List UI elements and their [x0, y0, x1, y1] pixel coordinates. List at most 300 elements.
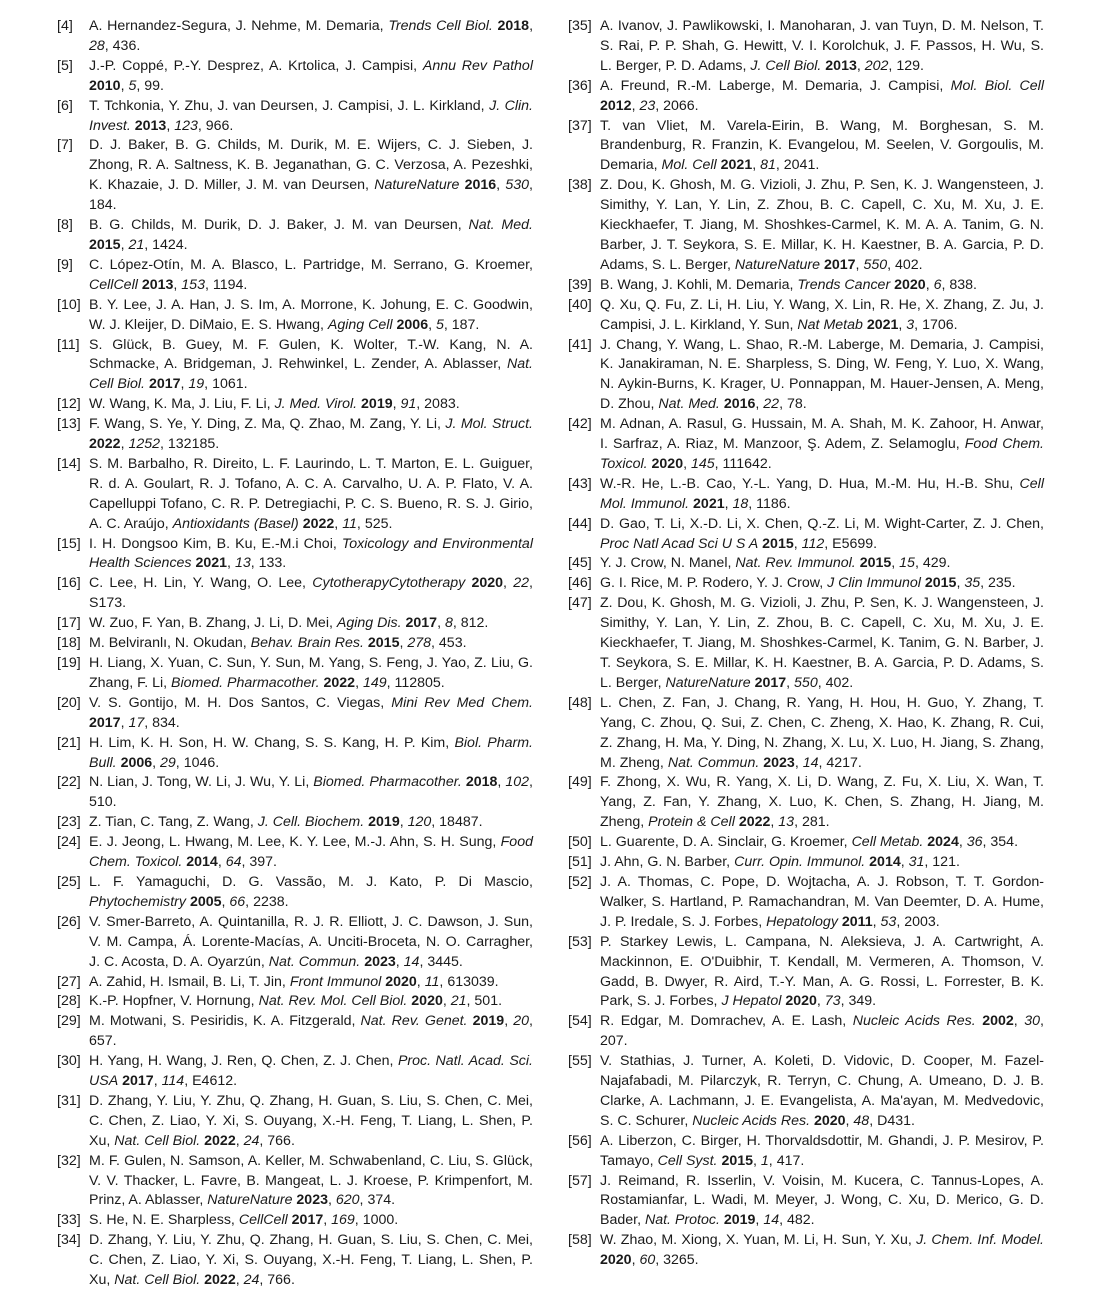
reference-text: T. van Vliet, M. Varela-Eirin, B. Wang, M. Borghesan, S. M. Brandenburg, R. Franzin, K. Evangelou, M. Seelen, V. Gorgoulis, M. Demaria, Mol. Cell 2021, 81, 2041.: [600, 117, 1044, 174]
reference-volume: 17: [128, 714, 145, 731]
reference-volume: 48: [853, 1112, 870, 1129]
reference-journal: J. Mol. Struct.: [445, 416, 534, 433]
reference-authors: F. Wang, S. Ye, Y. Ding, Z. Ma, Q. Zhao, M. Zang, Y. Li,: [89, 416, 441, 433]
reference-number: [43]: [568, 475, 592, 492]
reference-authors: V. Smer-Barreto, A. Quintanilla, R. J. R. Elliott, J. C. Dawson, J. Sun, V. M. Campa, Á. Lorente-Macías, A. Unciti-Broceta, N. O. Carragher, J. C. Acosta, D. A. Oyarzún,: [89, 913, 533, 970]
reference-year: 2017: [754, 674, 787, 691]
reference-number: [22]: [57, 774, 81, 791]
reference-volume: 11: [342, 515, 357, 532]
reference-volume: 15: [899, 555, 915, 572]
reference-volume: 120: [407, 814, 432, 831]
reference-year: 2022: [204, 1132, 236, 1149]
reference-item: [57, 833, 533, 873]
reference-year: 2013: [141, 276, 174, 293]
reference-number: [26]: [57, 913, 81, 930]
reference-text: J.-P. Coppé, P.-Y. Desprez, A. Krtolica, J. Campisi, Annu Rev Pathol 2010, 5, 99.: [89, 57, 533, 94]
reference-authors: B. G. Childs, M. Durik, D. J. Baker, J. M. van Deursen,: [89, 217, 462, 234]
reference-journal: Protein & Cell: [648, 814, 735, 831]
reference-item: [57, 136, 533, 216]
reference-number: [23]: [57, 814, 81, 831]
reference-journal: NatureNature: [734, 256, 821, 273]
reference-item: [57, 216, 533, 256]
reference-text: A. Hernandez-Segura, J. Nehme, M. Demaria, Trends Cell Biol. 2018, 28, 436.: [89, 18, 534, 54]
reference-number: [7]: [57, 137, 73, 154]
reference-year: 2006: [120, 754, 153, 771]
reference-text: A. Zahid, H. Ismail, B. Li, T. Jin, Front Immunol 2020, 11, 613039.: [89, 973, 499, 990]
reference-pages: E5699.: [832, 535, 878, 552]
reference-text: Z. Tian, C. Tang, Z. Wang, J. Cell. Biochem. 2019, 120, 18487.: [89, 814, 483, 831]
reference-text: E. J. Jeong, L. Hwang, M. Lee, K. Y. Lee, M.-J. Ahn, S. H. Sung, Food Chem. Toxicol. 2014, 64, 397.: [89, 834, 533, 871]
reference-text: D. Gao, T. Li, X.-D. Li, X. Chen, Q.-Z. Li, M. Wight-Carter, Z. J. Chen, Proc Natl Acad Sci U S A 2015, 112, E5699.: [600, 515, 1044, 552]
reference-item: [57, 415, 533, 455]
reference-item: [568, 773, 1044, 833]
reference-volume: 14: [763, 1212, 780, 1229]
reference-item: [568, 1172, 1044, 1232]
reference-text: F. Wang, S. Ye, Y. Ding, Z. Ma, Q. Zhao, M. Zang, Y. Li, J. Mol. Struct. 2022, 1252, 132185.: [89, 416, 534, 453]
reference-year: 2017: [291, 1212, 324, 1229]
reference-text: H. Liang, X. Yuan, C. Sun, Y. Sun, M. Yang, S. Feng, J. Yao, Z. Liu, G. Zhang, F. Li, Biomed. Pharmacother. 2022, 149, 112805.: [89, 655, 533, 691]
reference-authors: H. Liang, X. Yuan, C. Sun, Y. Sun, M. Yang, S. Feng, J. Yao, Z. Liu, G. Zhang, F. Li,: [89, 655, 533, 691]
reference-pages: 812.: [460, 615, 489, 632]
reference-number: [36]: [568, 77, 592, 94]
reference-item: [57, 97, 533, 137]
reference-number: [18]: [57, 635, 81, 652]
reference-text: Y. J. Crow, N. Manel, Nat. Rev. Immunol. 2015, 15, 429.: [600, 555, 951, 572]
reference-number: [38]: [568, 177, 592, 194]
reference-journal: Nat Metab: [797, 316, 863, 333]
reference-volume: 22: [763, 396, 780, 413]
reference-volume: 22: [513, 575, 530, 592]
reference-year: 2015: [762, 535, 794, 552]
reference-item: [568, 17, 1044, 77]
reference-year: 2019: [361, 396, 393, 413]
reference-authors: Z. Dou, K. Ghosh, M. G. Vizioli, J. Zhu, P. Sen, K. J. Wangensteen, J. Simithy, Y. Lan, Y. Lin, Z. Zhou, B. C. Capell, C. Xu, M. Xu, J. E. Kieckhaefer, T. Jiang, M. Shoshkes-Carmel, K. Tanim, G. N. Barber, J. T. Seykora, S. E. Millar, K. H. Kaestner, B. A. Garcia, P. D. Adams, S. L. Berger,: [600, 595, 1044, 691]
reference-year: 2014: [869, 854, 901, 871]
reference-item: [57, 395, 533, 415]
reference-authors: M. F. Gulen, N. Samson, A. Keller, M. Schwabenland, C. Liu, S. Glück, V. V. Thacker, L. Favre, B. Mangeat, L. J. Kroese, P. Krimpenfort, M. Prinz, A. Ablasser,: [89, 1152, 533, 1209]
reference-number: [50]: [568, 834, 592, 851]
reference-journal: Proc Natl Acad Sci U S A: [600, 535, 759, 552]
reference-item: [57, 973, 533, 993]
reference-journal: Nat. Rev. Immunol.: [735, 555, 856, 572]
reference-year: 2021: [866, 316, 899, 333]
reference-text: V. S. Gontijo, M. H. Dos Santos, C. Viegas, Mini Rev Med Chem. 2017, 17, 834.: [89, 694, 533, 731]
reference-text: D. Zhang, Y. Liu, Y. Zhu, Q. Zhang, H. Guan, S. Liu, S. Chen, C. Mei, C. Chen, Z. Liao, Y. Xi, S. Ouyang, X.-H. Feng, T. Liang, L. Shen, P. Xu, Nat. Cell Biol. 2022, 24, 766.: [89, 1092, 533, 1149]
reference-journal: J Clin Immunol: [827, 575, 921, 592]
reference-item: [57, 455, 533, 535]
reference-text: J. Ahn, G. N. Barber, Curr. Opin. Immunol. 2014, 31, 121.: [600, 854, 960, 871]
reference-authors: K.-P. Hopfner, V. Hornung,: [89, 993, 255, 1010]
reference-authors: M. Belviranlı, N. Okudan,: [89, 635, 247, 652]
reference-text: Z. Dou, K. Ghosh, M. G. Vizioli, J. Zhu, P. Sen, K. J. Wangensteen, J. Simithy, Y. Lan, Y. Lin, Z. Zhou, B. C. Capell, C. Xu, M. Xu, J. E. Kieckhaefer, T. Jiang, M. Shoshkes-Carmel, K. M. A. A. Tanim, G. N. Barber, J. T. Seykora, S. E. Millar, K. H. Kaestner, B. A. Garcia, P. D. Adams, S. L. Berger, NatureNature 2017, 550, 402.: [600, 177, 1044, 273]
reference-pages: 187.: [451, 316, 480, 333]
reference-volume: 14: [802, 754, 819, 771]
reference-journal: Food Chem. Toxicol.: [600, 436, 1044, 472]
reference-journal: Nucleic Acids Res.: [852, 1013, 976, 1030]
reference-text: M. Adnan, A. Rasul, G. Hussain, M. A. Shah, M. K. Zahoor, H. Anwar, I. Sarfraz, A. Riaz, M. Manzoor, Ş. Adem, Z. Selamoglu, Food Chem. Toxicol. 2020, 145, 111642.: [600, 416, 1044, 472]
reference-pages: 374.: [367, 1192, 396, 1209]
reference-volume: 13: [234, 555, 251, 572]
reference-volume: 278: [407, 635, 432, 652]
reference-pages: 4217.: [826, 754, 862, 771]
reference-item: [568, 296, 1044, 336]
reference-journal: Cell Syst.: [657, 1152, 718, 1169]
reference-journal: Nat. Cell Biol.: [89, 356, 533, 393]
reference-pages: 349.: [848, 993, 877, 1010]
reference-volume: 19: [188, 376, 205, 393]
reference-volume: 169: [331, 1212, 355, 1229]
reference-journal: Annu Rev Pathol: [422, 57, 533, 74]
reference-pages: 417.: [776, 1152, 805, 1169]
reference-text: M. Belviranlı, N. Okudan, Behav. Brain Res. 2015, 278, 453.: [89, 635, 467, 652]
reference-journal: Food Chem. Toxicol.: [89, 834, 533, 871]
reference-item: [568, 1132, 1044, 1172]
reference-pages: 2238.: [253, 893, 289, 910]
reference-pages: 402.: [825, 674, 854, 691]
reference-item: [568, 933, 1044, 1013]
reference-authors: R. Edgar, M. Domrachev, A. E. Lash,: [600, 1013, 847, 1030]
reference-number: [40]: [568, 296, 592, 313]
reference-pages: 402.: [895, 256, 923, 273]
reference-text: J. A. Thomas, C. Pope, D. Wojtacha, A. J. Robson, T. T. Gordon-Walker, S. Hartland, P. Ramachandran, M. Van Deemter, D. A. Hume, J. P. Iredale, S. J. Forbes, Hepatology 2011, 53, 2003.: [600, 873, 1044, 930]
reference-text: S. Glück, B. Guey, M. F. Gulen, K. Wolter, T.-W. Kang, N. A. Schmacke, A. Bridgeman, J. Rehwinkel, L. Zender, A. Ablasser, Nat. Cell Biol. 2017, 19, 1061.: [89, 336, 533, 393]
reference-number: [49]: [568, 774, 592, 791]
reference-pages: 510.: [89, 794, 117, 811]
reference-pages: 613039.: [447, 973, 499, 990]
reference-authors: S. M. Barbalho, R. Direito, L. F. Laurindo, L. T. Marton, E. L. Guiguer, R. d. A. Goulart, R. J. Tofano, A. C. A. Carvalho, U. A. P. Flato, V. A. Capelluppi Tofano, C. R. P. Detregiachi, P. C. S. Bueno, R. S. J. Girio, A. C. Araújo,: [89, 455, 533, 532]
reference-authors: J. A. Thomas, C. Pope, D. Wojtacha, A. J. Robson, T. T. Gordon-Walker, S. Hartland, P. Ramachandran, M. Van Deemter, D. A. Hume, J. P. Iredale, S. J. Forbes,: [600, 873, 1044, 930]
reference-year: 2014: [186, 854, 218, 871]
reference-journal: Nat. Med.: [658, 396, 720, 413]
reference-authors: S. He, N. E. Sharpless,: [89, 1212, 235, 1229]
reference-journal: Nat. Cell Biol.: [114, 1132, 201, 1149]
reference-year: 2022: [323, 674, 356, 691]
reference-volume: 149: [362, 674, 387, 691]
reference-authors: S. Glück, B. Guey, M. F. Gulen, K. Wolter, T.-W. Kang, N. A. Schmacke, A. Bridgeman, J. Rehwinkel, L. Zender, A. Ablasser,: [89, 336, 533, 373]
reference-item: [568, 117, 1044, 177]
reference-volume: 620: [335, 1192, 360, 1209]
reference-pages: 281.: [801, 814, 830, 831]
reference-volume: 64: [225, 854, 242, 871]
reference-text: N. Lian, J. Tong, W. Li, J. Wu, Y. Li, Biomed. Pharmacother. 2018, 102, 510.: [89, 774, 533, 811]
reference-authors: W. Zuo, F. Yan, B. Zhang, J. Li, D. Mei,: [89, 615, 333, 632]
reference-volume: 123: [174, 117, 198, 134]
reference-year: 2021: [693, 495, 725, 512]
reference-text: L. Chen, Z. Fan, J. Chang, R. Yang, H. Hou, H. Guo, Y. Zhang, T. Yang, C. Zhou, Q. Sui, Z. Chen, C. Zheng, X. Hao, K. Zhang, R. Cui, Z. Zhang, H. Ma, Y. Ding, N. Zhang, X. Lu, X. Luo, H. Jiang, S. Zhang, M. Zheng, Nat. Commun. 2023, 14, 4217.: [600, 694, 1044, 771]
reference-authors: W.-R. He, L.-B. Cao, Y.-L. Yang, D. Hua, M.-M. Hu, H.-B. Shu,: [600, 475, 1014, 492]
reference-item: [568, 176, 1044, 276]
reference-number: [5]: [57, 57, 73, 74]
reference-item: [57, 614, 533, 634]
reference-journal: CytotherapyCytotherapy: [312, 575, 466, 592]
reference-year: 2019: [723, 1212, 756, 1229]
reference-volume: 21: [128, 236, 145, 253]
reference-year: 2017: [823, 256, 856, 273]
reference-year: 2015: [859, 555, 892, 572]
reference-journal: Trends Cancer: [797, 276, 891, 293]
reference-year: 2020: [785, 993, 817, 1010]
reference-text: D. J. Baker, B. G. Childs, M. Durik, M. E. Wijers, C. J. Sieben, J. Zhong, R. A. Saltness, K. B. Jeganathan, G. C. Verzosa, A. Pezeshki, K. Khazaie, J. D. Miller, J. M. van Deursen, NatureNature 2016, 530, 184.: [89, 137, 533, 214]
reference-year: 2019: [368, 814, 400, 831]
reference-volume: 1252: [128, 436, 161, 453]
reference-journal: Cell Mol. Immunol.: [600, 475, 1044, 512]
reference-number: [4]: [57, 18, 73, 34]
reference-number: [30]: [57, 1053, 81, 1070]
reference-journal: NatureNature: [665, 674, 751, 691]
reference-number: [37]: [568, 117, 592, 134]
reference-pages: 766.: [267, 1272, 295, 1289]
reference-year: 2010: [89, 77, 121, 94]
reference-number: [17]: [57, 615, 81, 632]
reference-authors: M. Adnan, A. Rasul, G. Hussain, M. A. Shah, M. K. Zahoor, H. Anwar, I. Sarfraz, A. Riaz, M. Manzoor, Ş. Adem, Z. Selamoglu,: [600, 416, 1044, 453]
reference-number: [58]: [568, 1232, 592, 1249]
reference-year: 2012: [600, 97, 632, 114]
reference-volume: 21: [450, 993, 467, 1010]
reference-item: [568, 833, 1044, 853]
reference-authors: W. Wang, K. Ma, J. Liu, F. Li,: [89, 396, 271, 413]
reference-pages: 184.: [89, 197, 117, 214]
reference-journal: Cell Metab.: [851, 834, 924, 851]
reference-year: 2021: [195, 555, 228, 572]
reference-volume: 11: [424, 973, 440, 990]
reference-year: 2018: [497, 18, 530, 34]
reference-year: 2020: [600, 1252, 632, 1269]
reference-pages: 1061.: [212, 376, 248, 393]
reference-text: C. López-Otín, M. A. Blasco, L. Partridge, M. Serrano, G. Kroemer, CellCell 2013, 153, 1194.: [89, 256, 533, 293]
reference-text: H. Lim, K. H. Son, H. W. Chang, S. S. Kang, H. P. Kim, Biol. Pharm. Bull. 2006, 29, 1046.: [89, 734, 533, 771]
reference-journal: Mol. Biol. Cell: [950, 77, 1044, 94]
reference-text: A. Liberzon, C. Birger, H. Thorvaldsdottir, M. Ghandi, J. P. Mesirov, P. Tamayo, Cell Syst. 2015, 1, 417.: [600, 1132, 1044, 1169]
reference-volume: 53: [880, 913, 897, 930]
reference-year: 2019: [472, 1013, 505, 1030]
reference-year: 2013: [134, 117, 167, 134]
reference-pages: E4612.: [192, 1073, 238, 1090]
reference-authors: C. López-Otín, M. A. Blasco, L. Partridge, M. Serrano, G. Kroemer,: [89, 256, 533, 273]
reference-number: [39]: [568, 276, 592, 293]
reference-pages: 1046.: [183, 754, 220, 771]
reference-number: [57]: [568, 1172, 592, 1189]
reference-year: 2002: [982, 1013, 1014, 1030]
reference-pages: 354.: [990, 834, 1019, 851]
reference-authors: A. Zahid, H. Ismail, B. Li, T. Jin,: [89, 973, 286, 990]
reference-number: [27]: [57, 973, 81, 990]
reference-item: [568, 1012, 1044, 1052]
reference-year: 2017: [89, 714, 121, 731]
reference-volume: 5: [128, 77, 137, 94]
reference-year: 2021: [720, 157, 753, 174]
reference-number: [41]: [568, 336, 592, 353]
reference-year: 2018: [465, 774, 498, 791]
reference-authors: V. S. Gontijo, M. H. Dos Santos, C. Viegas,: [89, 694, 385, 711]
reference-item: [568, 873, 1044, 933]
reference-authors: W. Zhao, M. Xiong, X. Yuan, M. Li, H. Sun, Y. Xu,: [600, 1232, 912, 1249]
reference-pages: 111642.: [722, 455, 772, 472]
reference-authors: J. Ahn, G. N. Barber,: [600, 854, 731, 871]
reference-year: 2016: [464, 177, 497, 194]
reference-year: 2023: [763, 754, 795, 771]
reference-year: 2017: [148, 376, 181, 393]
reference-journal: J. Clin. Invest.: [89, 97, 534, 134]
reference-volume: 114: [161, 1073, 185, 1090]
reference-authors: A. Hernandez-Segura, J. Nehme, M. Demaria,: [89, 18, 384, 34]
reference-volume: 550: [863, 256, 888, 273]
reference-item: [57, 913, 533, 973]
reference-journal: J. Med. Virol.: [274, 396, 358, 413]
reference-text: J. Chang, Y. Wang, L. Shao, R.-M. Laberge, M. Demaria, J. Campisi, K. Janakiraman, N. E. Sharpless, S. Ding, W. Feng, Y. Luo, X. Wang, N. Aykin-Burns, K. Krager, U. Ponnappan, M. Hauer-Jensen, A. Meng, D. Zhou, Nat. Med. 2016, 22, 78.: [600, 336, 1044, 413]
reference-volume: 28: [89, 37, 105, 54]
reference-volume: 112: [801, 535, 825, 552]
reference-item: [568, 77, 1044, 117]
reference-item: [568, 415, 1044, 475]
reference-text: I. H. Dongsoo Kim, B. Ku, E.-M.i Choi, Toxicology and Environmental Health Sciences 2021, 13, 133.: [89, 535, 533, 572]
reference-item: [57, 296, 533, 336]
reference-text: W. Zhao, M. Xiong, X. Yuan, M. Li, H. Sun, Y. Xu, J. Chem. Inf. Model. 2020, 60, 3265.: [600, 1232, 1044, 1269]
reference-authors: J. Reimand, R. Isserlin, V. Voisin, M. Kucera, C. Tannus-Lopes, A. Rostamianfar, L. Wadi, M. Meyer, J. Wong, C. Xu, D. Merico, G. D. Bader,: [600, 1172, 1044, 1229]
reference-volume: 60: [639, 1252, 656, 1269]
reference-authors: H. Lim, K. H. Son, H. W. Chang, S. S. Kang, H. P. Kim,: [89, 734, 450, 751]
reference-text: K.-P. Hopfner, V. Hornung, Nat. Rev. Mol. Cell Biol. 2020, 21, 501.: [89, 993, 503, 1010]
reference-year: 2017: [122, 1073, 154, 1090]
reference-item: [57, 535, 533, 575]
reference-number: [45]: [568, 555, 592, 572]
reference-text: G. I. Rice, M. P. Rodero, Y. J. Crow, J Clin Immunol 2015, 35, 235.: [600, 575, 1016, 592]
reference-item: [57, 992, 533, 1012]
reference-column-right: [568, 17, 1044, 1271]
reference-text: A. Freund, R.-M. Laberge, M. Demaria, J. Campisi, Mol. Biol. Cell 2012, 23, 2066.: [600, 77, 1044, 114]
reference-number: [10]: [57, 296, 81, 313]
reference-journal: Nat. Cell Biol.: [114, 1272, 201, 1289]
reference-text: W. Zuo, F. Yan, B. Zhang, J. Li, D. Mei, Aging Dis. 2017, 8, 812.: [89, 615, 489, 632]
reference-number: [13]: [57, 416, 81, 433]
reference-journal: Hepatology: [766, 913, 838, 930]
reference-text: W. Wang, K. Ma, J. Liu, F. Li, J. Med. Virol. 2019, 91, 2083.: [89, 396, 460, 413]
reference-authors: J.-P. Coppé, P.-Y. Desprez, A. Krtolica, J. Campisi,: [89, 57, 418, 74]
reference-year: 2011: [841, 913, 873, 930]
reference-text: C. Lee, H. Lin, Y. Wang, O. Lee, CytotherapyCytotherapy 2020, 22, S173.: [89, 575, 533, 612]
reference-authors: Y. J. Crow, N. Manel,: [600, 555, 732, 572]
reference-journal: Biomed. Pharmacother.: [171, 674, 320, 691]
reference-journal: Nat. Med.: [468, 217, 533, 234]
reference-volume: 24: [243, 1272, 260, 1289]
reference-item: [568, 694, 1044, 774]
reference-journal: Front Immunol: [289, 973, 382, 990]
reference-year: 2022: [89, 436, 121, 453]
reference-text: S. M. Barbalho, R. Direito, L. F. Laurindo, L. T. Marton, E. L. Guiguer, R. d. A. Goulart, R. J. Tofano, A. C. A. Carvalho, U. A. P. Flato, V. A. Capelluppi Tofano, C. R. P. Detregiachi, P. C. S. Bueno, R. S. J. Girio, A. C. Araújo, Antioxidants (Basel) 2022, 11, 525.: [89, 455, 533, 532]
reference-authors: M. Motwani, S. Pesiridis, K. A. Fitzgerald,: [89, 1013, 356, 1030]
reference-year: 2015: [924, 575, 957, 592]
reference-volume: 5: [435, 316, 444, 333]
reference-journal: Mol. Cell: [661, 157, 717, 174]
reference-year: 2017: [405, 615, 438, 632]
reference-volume: 202: [864, 57, 889, 74]
reference-item: [57, 813, 533, 833]
reference-volume: 530: [505, 177, 530, 194]
reference-volume: 30: [1024, 1013, 1041, 1030]
reference-journal: Nucleic Acids Res.: [692, 1112, 811, 1129]
reference-pages: 129.: [896, 57, 924, 74]
reference-journal: CellCell: [89, 276, 138, 293]
reference-item: [57, 1012, 533, 1052]
reference-number: [56]: [568, 1132, 592, 1149]
reference-number: [54]: [568, 1013, 592, 1030]
reference-authors: A. Ivanov, J. Pawlikowski, I. Manoharan, J. van Tuyn, D. M. Nelson, T. S. Rai, P. P. Shah, G. Hewitt, V. I. Korolchuk, J. F. Passos, H. Wu, S. L. Berger, P. D. Adams,: [600, 18, 1044, 74]
reference-number: [28]: [57, 993, 81, 1010]
reference-text: H. Yang, H. Wang, J. Ren, Q. Chen, Z. J. Chen, Proc. Natl. Acad. Sci. USA 2017, 114, E4612.: [89, 1053, 533, 1090]
reference-number: [52]: [568, 873, 592, 890]
reference-text: T. Tchkonia, Y. Zhu, J. van Deursen, J. Campisi, J. L. Kirkland, J. Clin. Invest. 2013, 123, 966.: [89, 97, 534, 134]
reference-item: [57, 734, 533, 774]
reference-number: [51]: [568, 854, 592, 871]
reference-pages: 766.: [267, 1132, 295, 1149]
reference-year: 2022: [738, 814, 771, 831]
reference-journal: Trends Cell Biol.: [388, 18, 493, 34]
reference-journal: NatureNature: [374, 177, 460, 194]
reference-pages: 436.: [112, 37, 141, 54]
reference-item: [568, 853, 1044, 873]
reference-item: [568, 475, 1044, 515]
reference-journal: Nat. Commun.: [667, 754, 760, 771]
reference-volume: 24: [243, 1132, 260, 1149]
reference-number: [46]: [568, 575, 592, 592]
reference-journal: Proc. Natl. Acad. Sci. USA: [89, 1053, 533, 1090]
reference-authors: D. Zhang, Y. Liu, Y. Zhu, Q. Zhang, H. Guan, S. Liu, S. Chen, C. Mei, C. Chen, Z. Liao, Y. Xi, S. Ouyang, X.-H. Feng, T. Liang, L. Shen, P. Xu,: [89, 1092, 533, 1149]
reference-authors: Z. Dou, K. Ghosh, M. G. Vizioli, J. Zhu, P. Sen, K. J. Wangensteen, J. Simithy, Y. Lan, Y. Lin, Z. Zhou, B. C. Capell, C. Xu, M. Xu, J. E. Kieckhaefer, T. Jiang, M. Shoshkes-Carmel, K. M. A. A. Tanim, G. N. Barber, J. T. Seykora, S. E. Millar, K. H. Kaestner, B. A. Garcia, P. D. Adams, S. L. Berger,: [600, 177, 1044, 273]
reference-item: [568, 1052, 1044, 1132]
reference-item: [57, 256, 533, 296]
reference-text: L. F. Yamaguchi, D. G. Vassão, M. J. Kato, P. Di Mascio, Phytochemistry 2005, 66, 2238.: [89, 873, 533, 910]
reference-journal: Antioxidants (Basel): [172, 515, 299, 532]
reference-item: [57, 1092, 533, 1152]
reference-pages: 1000.: [362, 1212, 399, 1229]
reference-text: V. Stathias, J. Turner, A. Koleti, D. Vidovic, D. Cooper, M. Fazel-Najafabadi, M. Pilarczyk, R. Terryn, C. Chung, A. Umeano, D. J. B. Clarke, A. Lachmann, J. E. Evangelista, A. Ma'ayan, M. Medvedovic, S. C. Schurer, Nucleic Acids Res. 2020, 48, D431.: [600, 1053, 1044, 1129]
reference-text: R. Edgar, M. Domrachev, A. E. Lash, Nucleic Acids Res. 2002, 30, 207.: [600, 1013, 1044, 1050]
reference-year: 2022: [302, 515, 335, 532]
reference-text: Q. Xu, Q. Fu, Z. Li, H. Liu, Y. Wang, X. Lin, R. He, X. Zhang, Z. Ju, J. Campisi, J. L. Kirkland, Y. Sun, Nat Metab 2021, 3, 1706.: [600, 296, 1044, 333]
reference-item: [57, 694, 533, 734]
reference-volume: 36: [966, 834, 983, 851]
reference-year: 2006: [396, 316, 429, 333]
reference-number: [53]: [568, 933, 592, 950]
reference-journal: Phytochemistry: [89, 893, 186, 910]
reference-journal: CellCell: [238, 1212, 288, 1229]
reference-journal: J Hepatol: [721, 993, 782, 1010]
reference-number: [16]: [57, 575, 81, 592]
reference-item: [568, 336, 1044, 416]
reference-number: [11]: [57, 336, 80, 353]
reference-journal: Aging Dis.: [336, 615, 402, 632]
reference-pages: 838.: [949, 276, 977, 293]
reference-pages: 966.: [205, 117, 234, 134]
reference-pages: 429.: [922, 555, 951, 572]
reference-journal: Behav. Brain Res.: [250, 635, 364, 652]
reference-authors: T. Tchkonia, Y. Zhu, J. van Deursen, J. Campisi, J. L. Kirkland,: [89, 97, 485, 114]
reference-volume: 73: [824, 993, 841, 1010]
reference-number: [55]: [568, 1053, 592, 1070]
reference-text: S. He, N. E. Sharpless, CellCell 2017, 169, 1000.: [89, 1212, 399, 1229]
reference-journal: Nat. Rev. Genet.: [360, 1013, 468, 1030]
reference-text: B. Wang, J. Kohli, M. Demaria, Trends Cancer 2020, 6, 838.: [600, 276, 977, 293]
reference-text: W.-R. He, L.-B. Cao, Y.-L. Yang, D. Hua, M.-M. Hu, H.-B. Shu, Cell Mol. Immunol. 2021, 18, 1186.: [600, 475, 1044, 512]
reference-authors: N. Lian, J. Tong, W. Li, J. Wu, Y. Li,: [89, 774, 310, 791]
reference-authors: B. Y. Lee, J. A. Han, J. S. Im, A. Morrone, K. Johung, E. C. Goodwin, W. J. Kleijer, D. DiMaio, E. S. Hwang,: [89, 296, 533, 333]
reference-pages: 3445.: [427, 953, 463, 970]
reference-volume: 35: [964, 575, 981, 592]
reference-volume: 102: [505, 774, 530, 791]
reference-pages: 207.: [600, 1033, 628, 1050]
reference-number: [48]: [568, 694, 592, 711]
reference-journal: J. Cell. Biochem.: [257, 814, 365, 831]
reference-journal: J. Cell Biol.: [750, 57, 822, 74]
